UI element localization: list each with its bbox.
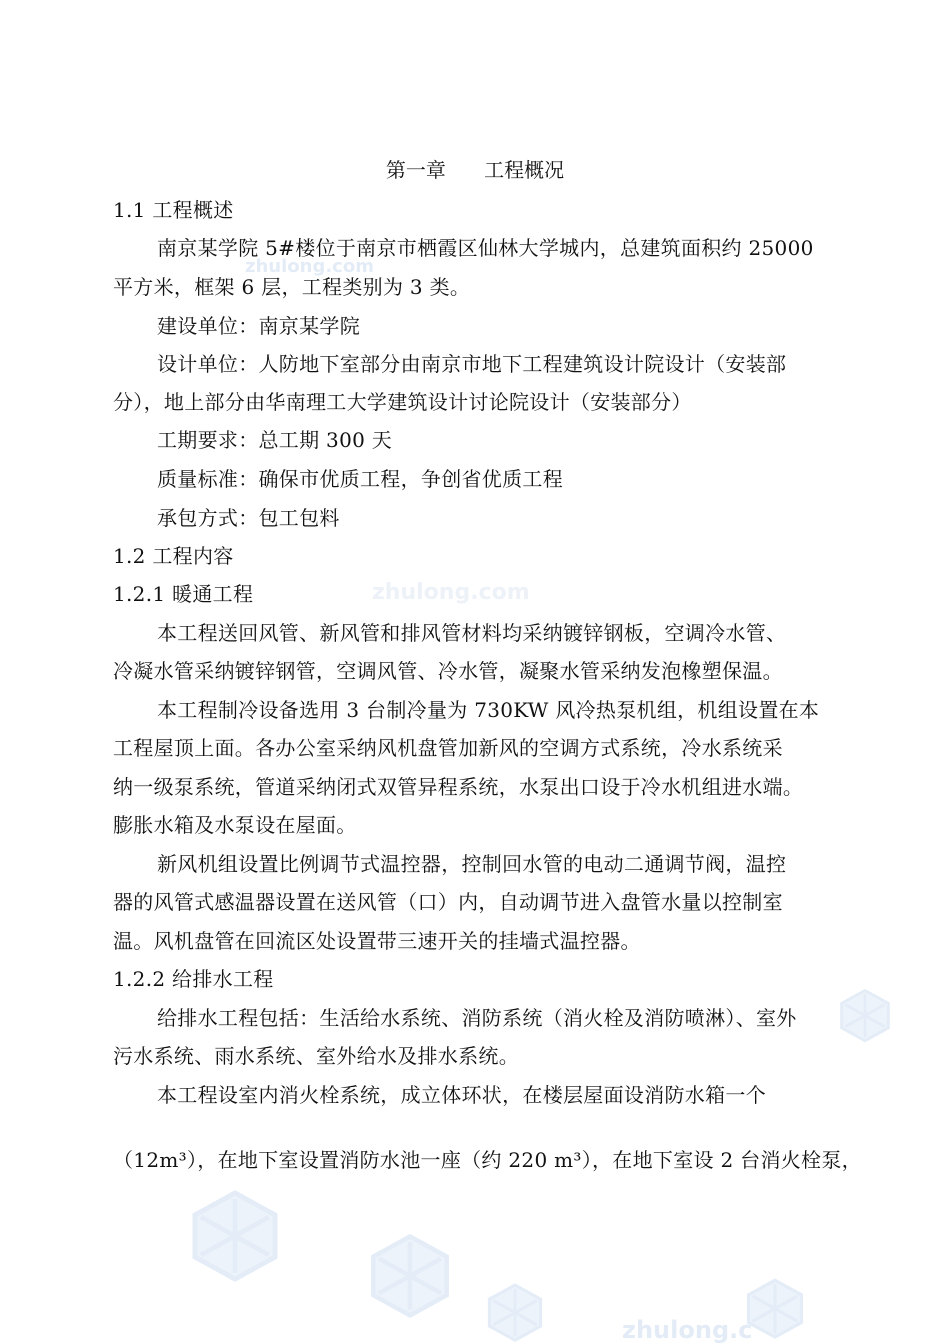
body-line: 器的风管式感温器设置在送风管（口）内，自动调节进入盘管水量以控制室 bbox=[113, 890, 783, 914]
watermark-text-bottom: zhulong.c bbox=[622, 1316, 753, 1344]
body-line: 本工程送回风管、新风管和排风管材料均采纳镀锌钢板，空调冷水管、 bbox=[157, 621, 787, 645]
body-line: 承包方式：包工包料 bbox=[157, 506, 340, 530]
watermark-text-middle: zhulong.com bbox=[372, 580, 530, 605]
watermark-text-top: zhulong.com bbox=[245, 256, 374, 277]
section-heading: 1.2 工程内容 bbox=[113, 544, 234, 568]
body-line: 平方米，框架 6 层，工程类别为 3 类。 bbox=[113, 275, 471, 299]
body-line: 设计单位：人防地下室部分由南京市地下工程建筑设计院设计（安装部 bbox=[157, 352, 787, 376]
snowflake-watermark-icon bbox=[175, 1185, 295, 1285]
body-line: （12m³），在地下室设置消防水池一座（约 220 m³），在地下室设 2 台消火栓泵， bbox=[113, 1148, 862, 1172]
body-line: 建设单位：南京某学院 bbox=[157, 314, 360, 338]
body-line: 工程屋顶上面。各办公室采纳风机盘管加新风的空调方式系统，冷水系统采 bbox=[113, 736, 783, 760]
body-line: 新风机组设置比例调节式温控器，控制回水管的电动二通调节阀，温控 bbox=[157, 852, 787, 876]
snowflake-watermark-icon bbox=[830, 980, 900, 1050]
snowflake-watermark-icon bbox=[475, 1280, 555, 1344]
body-line: 质量标准：确保市优质工程，争创省优质工程 bbox=[157, 467, 563, 491]
subsection-heading: 1.2.1 暖通工程 bbox=[113, 582, 254, 606]
body-line: 南京某学院 5#楼位于南京市栖霞区仙林大学城内，总建筑面积约 25000 bbox=[157, 236, 814, 260]
snowflake-watermark-icon bbox=[735, 1275, 815, 1341]
body-line: 膨胀水箱及水泵设在屋面。 bbox=[113, 813, 357, 837]
body-line: 本工程制冷设备选用 3 台制冷量为 730KW 风冷热泵机组，机组设置在本 bbox=[157, 698, 820, 722]
snowflake-watermark-icon bbox=[355, 1225, 465, 1325]
body-line: 温。风机盘管在回流区处设置带三速开关的挂墙式温控器。 bbox=[113, 929, 641, 953]
body-line: 给排水工程包括：生活给水系统、消防系统（消火栓及消防喷淋）、室外 bbox=[157, 1006, 797, 1030]
chapter-title: 第一章 工程概况 bbox=[385, 158, 565, 182]
body-line: 冷凝水管采纳镀锌钢管，空调风管、冷水管，凝聚水管采纳发泡橡塑保温。 bbox=[113, 659, 783, 683]
body-line: 纳一级泵系统，管道采纳闭式双管异程系统，水泵出口设于冷水机组进水端。 bbox=[113, 775, 804, 799]
body-line: 本工程设室内消火栓系统，成立体环状，在楼层屋面设消防水箱一个 bbox=[157, 1083, 766, 1107]
section-heading: 1.1 工程概述 bbox=[113, 198, 234, 222]
body-line: 分），地上部分由华南理工大学建筑设计讨论院设计（安装部分） bbox=[113, 390, 692, 414]
body-line: 工期要求：总工期 300 天 bbox=[157, 428, 393, 452]
body-line: 污水系统、雨水系统、室外给水及排水系统。 bbox=[113, 1044, 519, 1068]
subsection-heading: 1.2.2 给排水工程 bbox=[113, 967, 274, 991]
